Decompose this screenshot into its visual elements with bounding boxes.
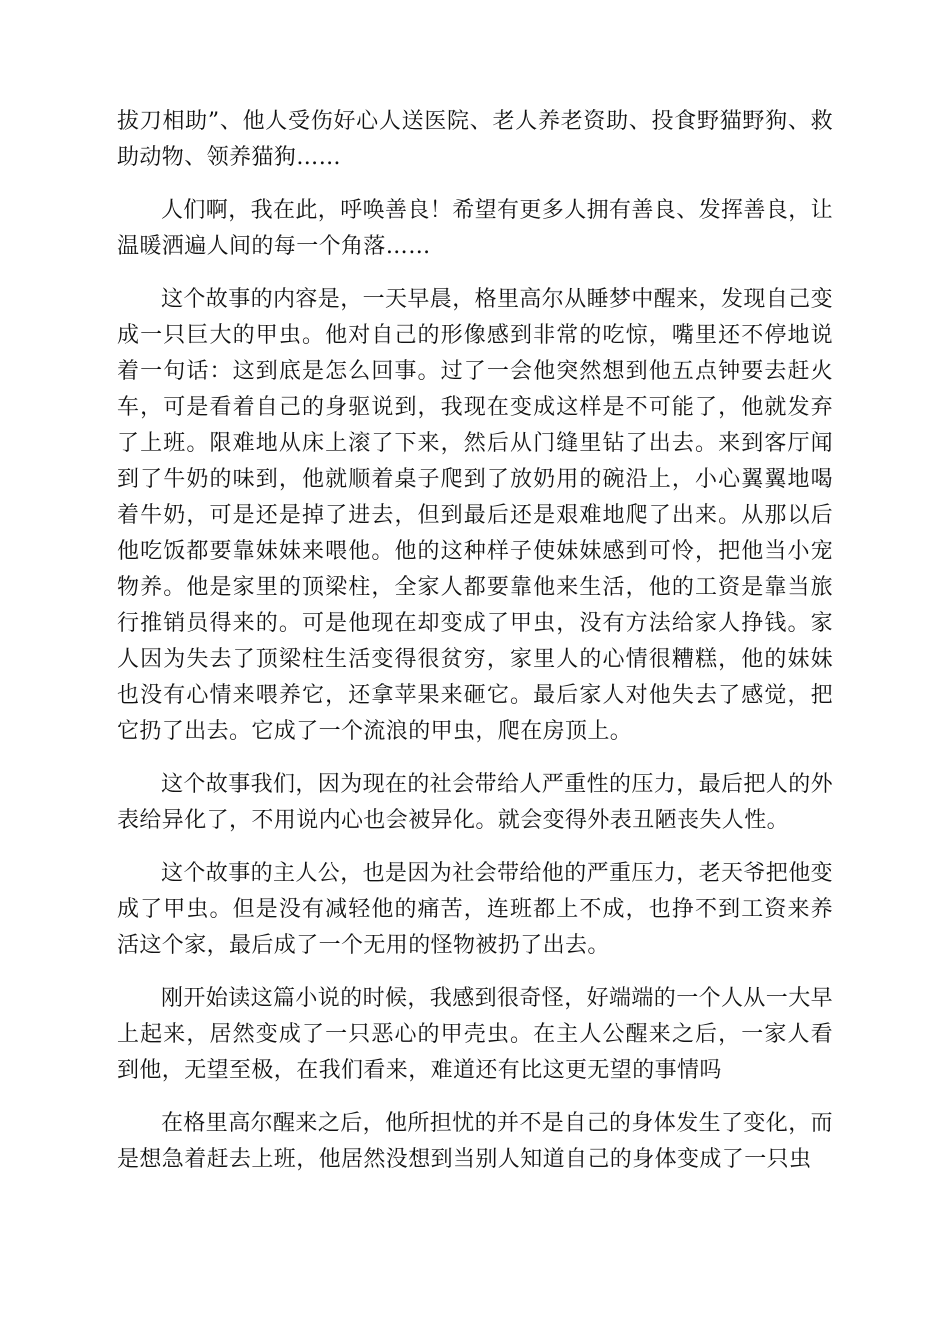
paragraph-1: 拔刀相助”、他人受伤好心人送医院、老人养老资助、投食野猫野狗、救助动物、领养猫狗…… bbox=[117, 109, 833, 170]
paragraph-5: 这个故事的主人公，也是因为社会带给他的严重压力，老天爷把他变成了甲虫。但是没有减轻他的痛苦，连班都上不成，也挣不到工资来养活这个家，最后成了一个无用的怪物被扔了出去。 bbox=[117, 861, 834, 958]
document-body bbox=[117, 104, 833, 1178]
paragraph-4: 这个故事我们，因为现在的社会带给人严重性的压力，最后把人的外表给异化了，不用说内心也会被异化。就会变得外表丑陋丧失人性。 bbox=[117, 772, 834, 833]
paragraph-7: 在格里高尔醒来之后，他所担忧的并不是自己的身体发生了变化，而是想急着赶去上班，他居然没想到当别人知道自己的身体变成了一只虫 bbox=[117, 1111, 834, 1172]
paragraph-6: 刚开始读这篇小说的时候，我感到很奇怪，好端端的一个人从一大早上起来，居然变成了一只恶心的甲壳虫。在主人公醒来之后，一家人看到他，无望至极，在我们看来，难道还有比这更无望的事情吗 bbox=[117, 986, 834, 1083]
paragraph-3: 这个故事的内容是，一天早晨，格里高尔从睡梦中醒来，发现自己变成一只巨大的甲虫。他对自己的形像感到非常的吃惊，嘴里还不停地说着一句话：这到底是怎么回事。过了一会他突然想到他五点钟要去赶火车，可是看着自己的身驱说到，我现在变成这样是不可能了，他就发弃了上班。限难地从床上滚了下来，然后从门缝里钻了出去。来到客厅闻到了牛奶的味到，他就顺着桌子爬到了放奶用的碗沿上，小心翼翼地喝着牛奶，可是还是掉了进去，但到最后还是艰难地爬了出来。从那以后他吃饭都要靠妹妹来喂他。他的这种样子使妹妹感到可怜，把他当小宠物养。他是家里的顶梁柱，全家人都要靠他来生活，他的工资是靠当旅行推销员得来的。可是他现在却变成了甲虫，没有方法给家人挣钱。家人因为失去了顶梁柱生活变得很贫穷，家里人的心情很糟糕，他的妹妹也没有心情来喂养它，还拿苹果来砸它。最后家人对他失去了感觉，把它扔了出去。它成了一个流浪的甲虫，爬在房顶上。 bbox=[117, 287, 834, 744]
paragraph-2: 人们啊，我在此，呼唤善良！希望有更多人拥有善良、发挥善良，让温暖洒遍人间的每一个角落…… bbox=[117, 198, 834, 259]
